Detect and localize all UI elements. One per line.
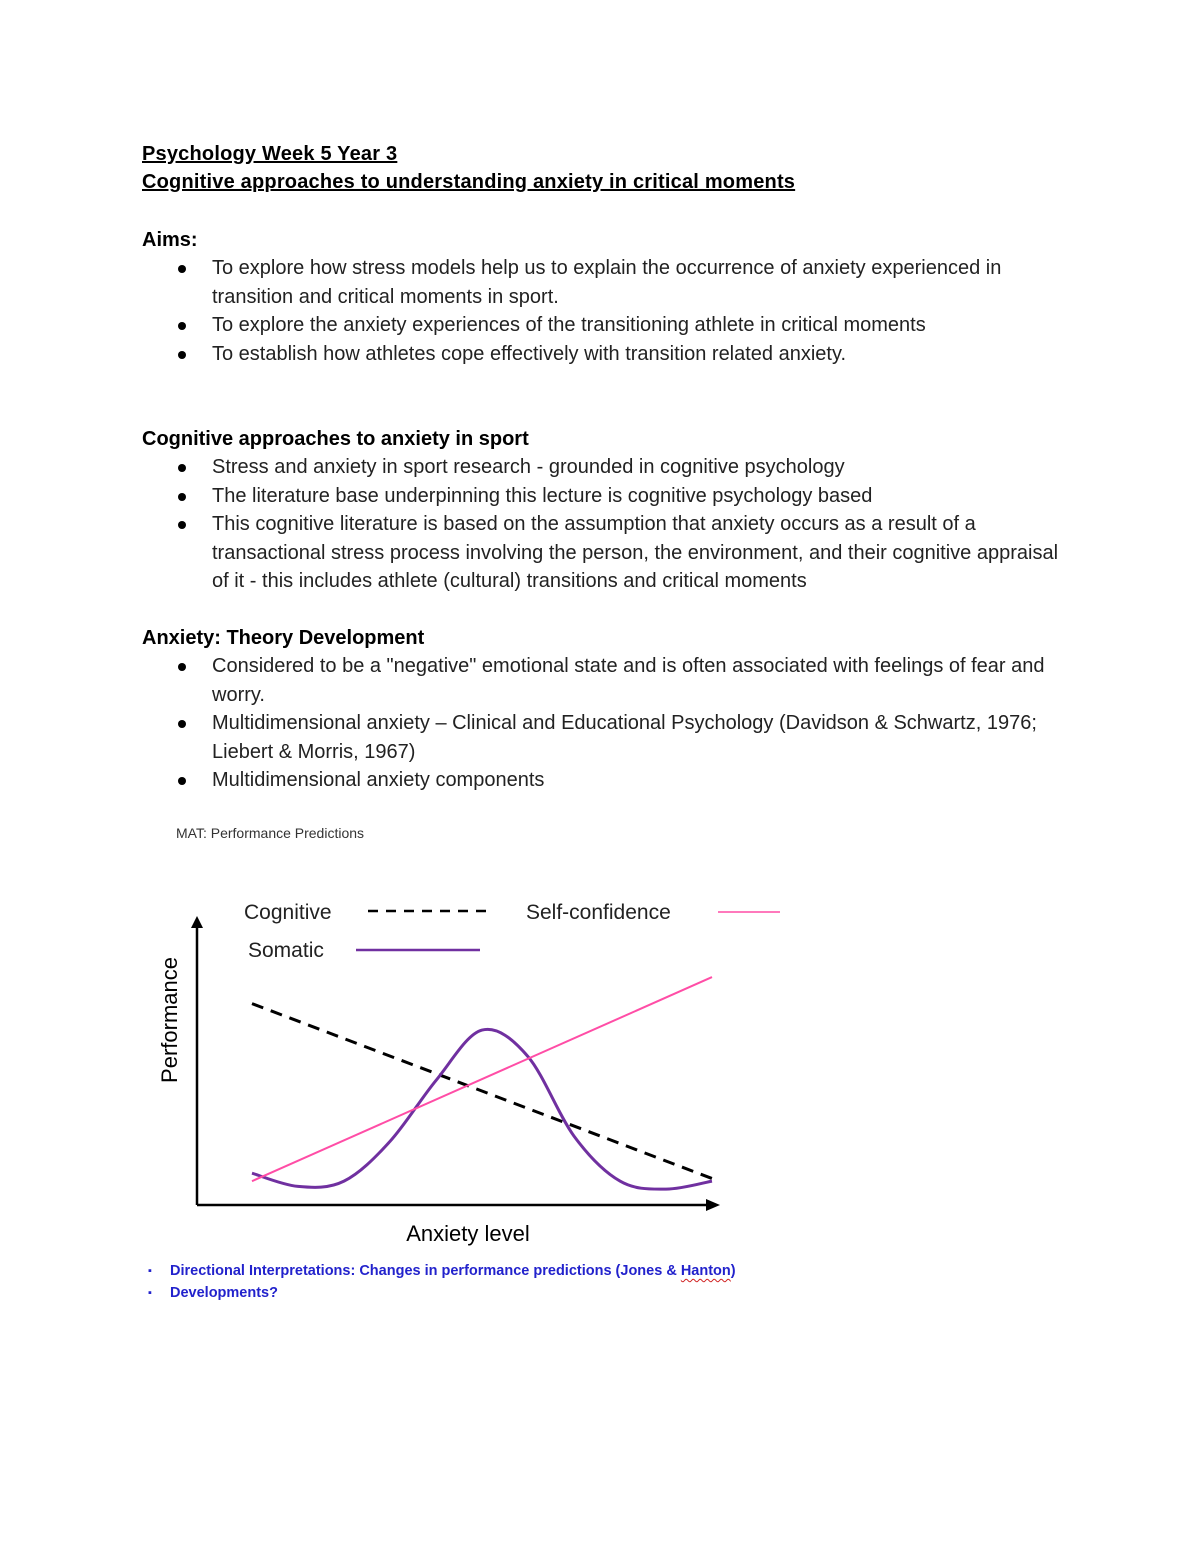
list-item: To explore how stress models help us to explain the occurrence of anxiety experienced in transition and critical moments in sport.: [142, 254, 1062, 311]
notes-list: [148, 1260, 736, 1304]
y-axis-label: Performance: [157, 957, 182, 1083]
cognitive-list: [142, 453, 1062, 596]
theory-heading: Anxiety: Theory Development: [142, 627, 425, 649]
series-line-somatic: [252, 1029, 712, 1189]
aims-heading: Aims:: [142, 229, 198, 251]
cognitive-heading: Cognitive approaches to anxiety in sport: [142, 428, 529, 450]
list-item: The literature base underpinning this lecture is cognitive psychology based: [142, 482, 1062, 511]
chart-legend: [244, 901, 780, 962]
list-item: [148, 1282, 736, 1304]
y-axis-arrow-icon: [191, 916, 203, 928]
note-text: Directional Interpretations: Changes in performance predictions (Jones &: [170, 1263, 681, 1279]
series-layer: [252, 977, 712, 1189]
legend-label-somatic: Somatic: [248, 939, 324, 962]
list-item: Considered to be a "negative" emotional state and is often associated with feelings of fear and worry.: [142, 652, 1062, 709]
aims-list: [142, 254, 1062, 368]
list-item: To explore the anxiety experiences of the transitioning athlete in critical moments: [142, 311, 1062, 340]
series-line-self-confidence: [252, 977, 712, 1181]
note-text: Developments?: [170, 1285, 278, 1301]
document-title: Psychology Week 5 Year 3: [142, 143, 398, 165]
x-axis-arrow-icon: [706, 1199, 720, 1211]
legend-label-cognitive: Cognitive: [244, 901, 332, 924]
note-text-end: ): [730, 1263, 736, 1279]
theory-list: [142, 652, 1062, 795]
list-item: Multidimensional anxiety – Clinical and Educational Psychology (Davidson & Schwartz, 1976; Liebert & Morris, 1967): [142, 709, 1062, 766]
document-subtitle: Cognitive approaches to understanding anxiety in critical moments: [142, 171, 796, 193]
x-axis-label: Anxiety level: [406, 1221, 530, 1246]
list-item: Stress and anxiety in sport research - grounded in cognitive psychology: [142, 453, 1062, 482]
list-item: Multidimensional anxiety components: [142, 766, 1062, 795]
mat-performance-chart: [140, 880, 840, 1260]
list-item: [148, 1260, 736, 1282]
figure-caption: MAT: Performance Predictions: [176, 825, 365, 841]
list-item: This cognitive literature is based on the assumption that anxiety occurs as a result of a transactional stress process involving the person, the environment, and their cognitive appraisal of it - this includes athlete (cultural) transitions and critical moments: [142, 510, 1062, 596]
legend-label-self-confidence: Self-confidence: [526, 901, 671, 924]
list-item: To establish how athletes cope effectively with transition related anxiety.: [142, 340, 1062, 369]
note-flagged-word: Hanton: [680, 1263, 731, 1279]
